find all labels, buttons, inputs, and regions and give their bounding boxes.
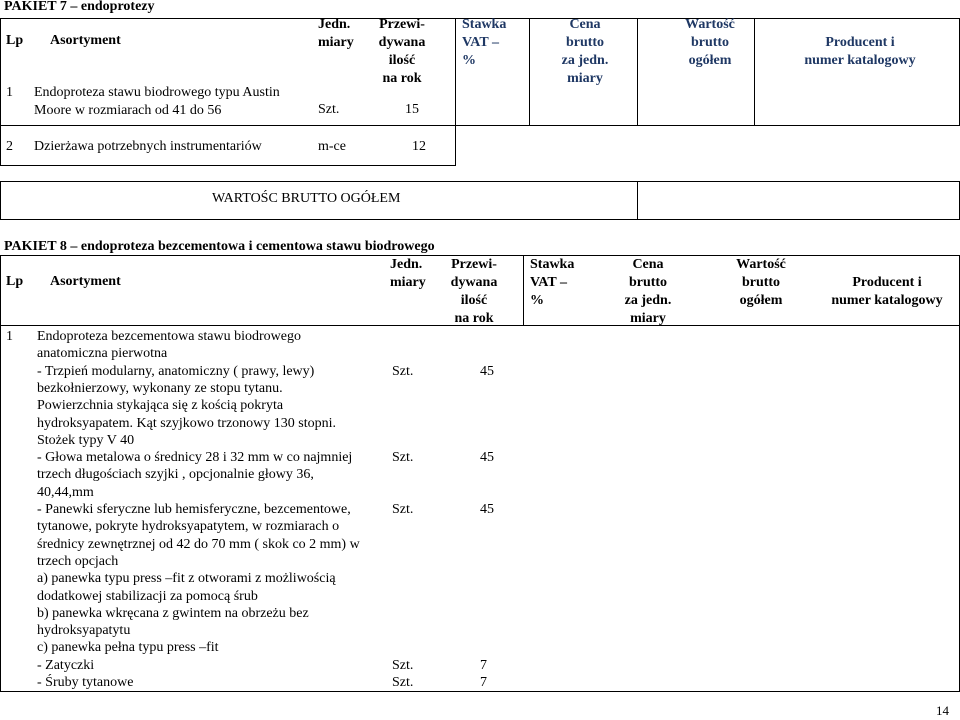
p8-description-line: anatomiczna pierwotna — [37, 346, 168, 361]
p8-header-stawka: Stawka VAT – % — [530, 257, 575, 308]
p7-vline — [637, 181, 638, 220]
p8-header-asortyment: Asortyment — [50, 274, 121, 289]
p8-description-line: trzech opcjach — [37, 554, 119, 569]
p8-unit: Szt. — [392, 675, 414, 690]
p8-description-line: - Zatyczki — [37, 658, 95, 673]
p8-description-line: a) panewka typu press –fit z otworami z możliwością — [37, 571, 336, 586]
p7-row1-qty: 15 — [405, 102, 419, 117]
p7-total-label: WARTOŚC BRUTTO OGÓŁEM — [212, 191, 401, 206]
p8-header-lp: Lp — [6, 274, 24, 289]
p7-row1-lp: 1 — [6, 85, 13, 100]
p8-description-line: Endoproteza bezcementowa stawu biodrowego — [37, 329, 301, 344]
p8-description-line: - Panewki sferyczne lub hemisferyczne, bezcementowe, — [37, 502, 351, 517]
p8-description-line: hydroksyapatem. Kąt szyjkowo trzonowy 130 stopni. — [37, 416, 337, 431]
p8-unit: Szt. — [392, 450, 414, 465]
p8-header-cena: Cena brutto za jedn. miary — [624, 257, 672, 326]
p8-qty: 7 — [480, 658, 487, 673]
p7-header-lp: Lp — [6, 33, 24, 48]
p7-row2-lp: 2 — [6, 139, 13, 154]
p7-vline — [0, 181, 1, 220]
p8-description-line: - Głowa metalowa o średnicy 28 i 32 mm w co najmniej — [37, 450, 353, 465]
pakiet8-title: PAKIET 8 – endoproteza bezcementowa i cementowa stawu biodrowego — [4, 239, 435, 254]
p7-row1-unit: Szt. — [318, 102, 340, 117]
p7-header-jedn: Jedn. miary — [318, 17, 354, 50]
p7-header-producent: Producent i numer katalogowy — [804, 35, 916, 68]
p7-vline — [0, 18, 1, 166]
p8-table-bottom-line — [0, 691, 960, 692]
p8-vline — [0, 255, 1, 692]
p8-qty: 45 — [480, 502, 494, 517]
p8-description-line: hydroksyapatytu — [37, 623, 131, 638]
p8-description-line: Stożek typy V 40 — [37, 433, 135, 448]
p8-description-line: 40,44,mm — [37, 485, 94, 500]
p8-qty: 45 — [480, 450, 494, 465]
pakiet7-title: PAKIET 7 – endoprotezy — [4, 0, 155, 14]
p8-row1-lp: 1 — [6, 329, 13, 344]
p7-header-cena: Cena brutto za jedn. miary — [561, 17, 609, 86]
p8-description-line: bezkołnierzowy, wykonany ze stopu tytanu. — [37, 381, 283, 396]
p7-vline — [529, 18, 530, 126]
p8-unit: Szt. — [392, 364, 414, 379]
p8-description-line: - Śruby tytanowe — [37, 675, 134, 690]
p7-header-asortyment: Asortyment — [50, 33, 121, 48]
p8-description-line: dodatkowej stabilizacji za pomocą śrub — [37, 589, 258, 604]
page-number: 14 — [936, 703, 949, 718]
p8-description-line: b) panewka wkręcana z gwintem na obrzeżu bez — [37, 606, 309, 621]
p7-row2-qty: 12 — [412, 139, 426, 154]
p8-header-wartosc: Wartość brutto ogółem — [736, 257, 786, 308]
p8-header-jedn: Jedn. miary — [390, 257, 426, 290]
p8-unit: Szt. — [392, 658, 414, 673]
p7-row2-name: Dzierżawa potrzebnych instrumentariów — [34, 139, 262, 154]
p8-description-line: średnicy zewnętrznej od 42 do 70 mm ( skok co 2 mm) w — [37, 537, 360, 552]
p7-header-wartosc: Wartość brutto ogółem — [685, 17, 735, 68]
p8-qty: 45 — [480, 364, 494, 379]
p7-row2-unit: m-ce — [318, 139, 346, 154]
p8-description-line: - Trzpień modularny, anatomiczny ( prawy, lewy) — [37, 364, 315, 379]
p8-description-line: trzech długościach szyjki , opcjonalnie głowy 36, — [37, 467, 314, 482]
p7-row1-bottom-line — [0, 125, 960, 126]
p8-header-przewidywana: Przewi- dywana ilość na rok — [450, 257, 498, 326]
p7-row1-name: Endoproteza stawu biodrowego typu Austin Moore w rozmiarach od 41 do 56 — [34, 85, 280, 118]
p8-qty: 7 — [480, 675, 487, 690]
p8-unit: Szt. — [392, 502, 414, 517]
p8-description-line: Powierzchnia stykająca się z kością pokryta — [37, 398, 284, 413]
p8-description-line: c) panewka pełna typu press –fit — [37, 640, 219, 655]
p7-total-bottom-line — [0, 219, 960, 220]
p7-vline — [637, 18, 638, 126]
p8-description-line: tytanowe, pokryte hydroksyapatytem, w rozmiarach o — [37, 519, 340, 534]
p8-vline — [523, 255, 524, 326]
p8-header-producent: Producent i numer katalogowy — [831, 275, 943, 308]
p7-vline — [455, 18, 456, 166]
p7-total-top-line — [0, 181, 960, 182]
p7-row2-bottom-line — [0, 165, 455, 166]
p7-header-stawka: Stawka VAT – % — [462, 17, 507, 68]
p7-header-przewidywana: Przewi- dywana ilość na rok — [378, 17, 426, 86]
